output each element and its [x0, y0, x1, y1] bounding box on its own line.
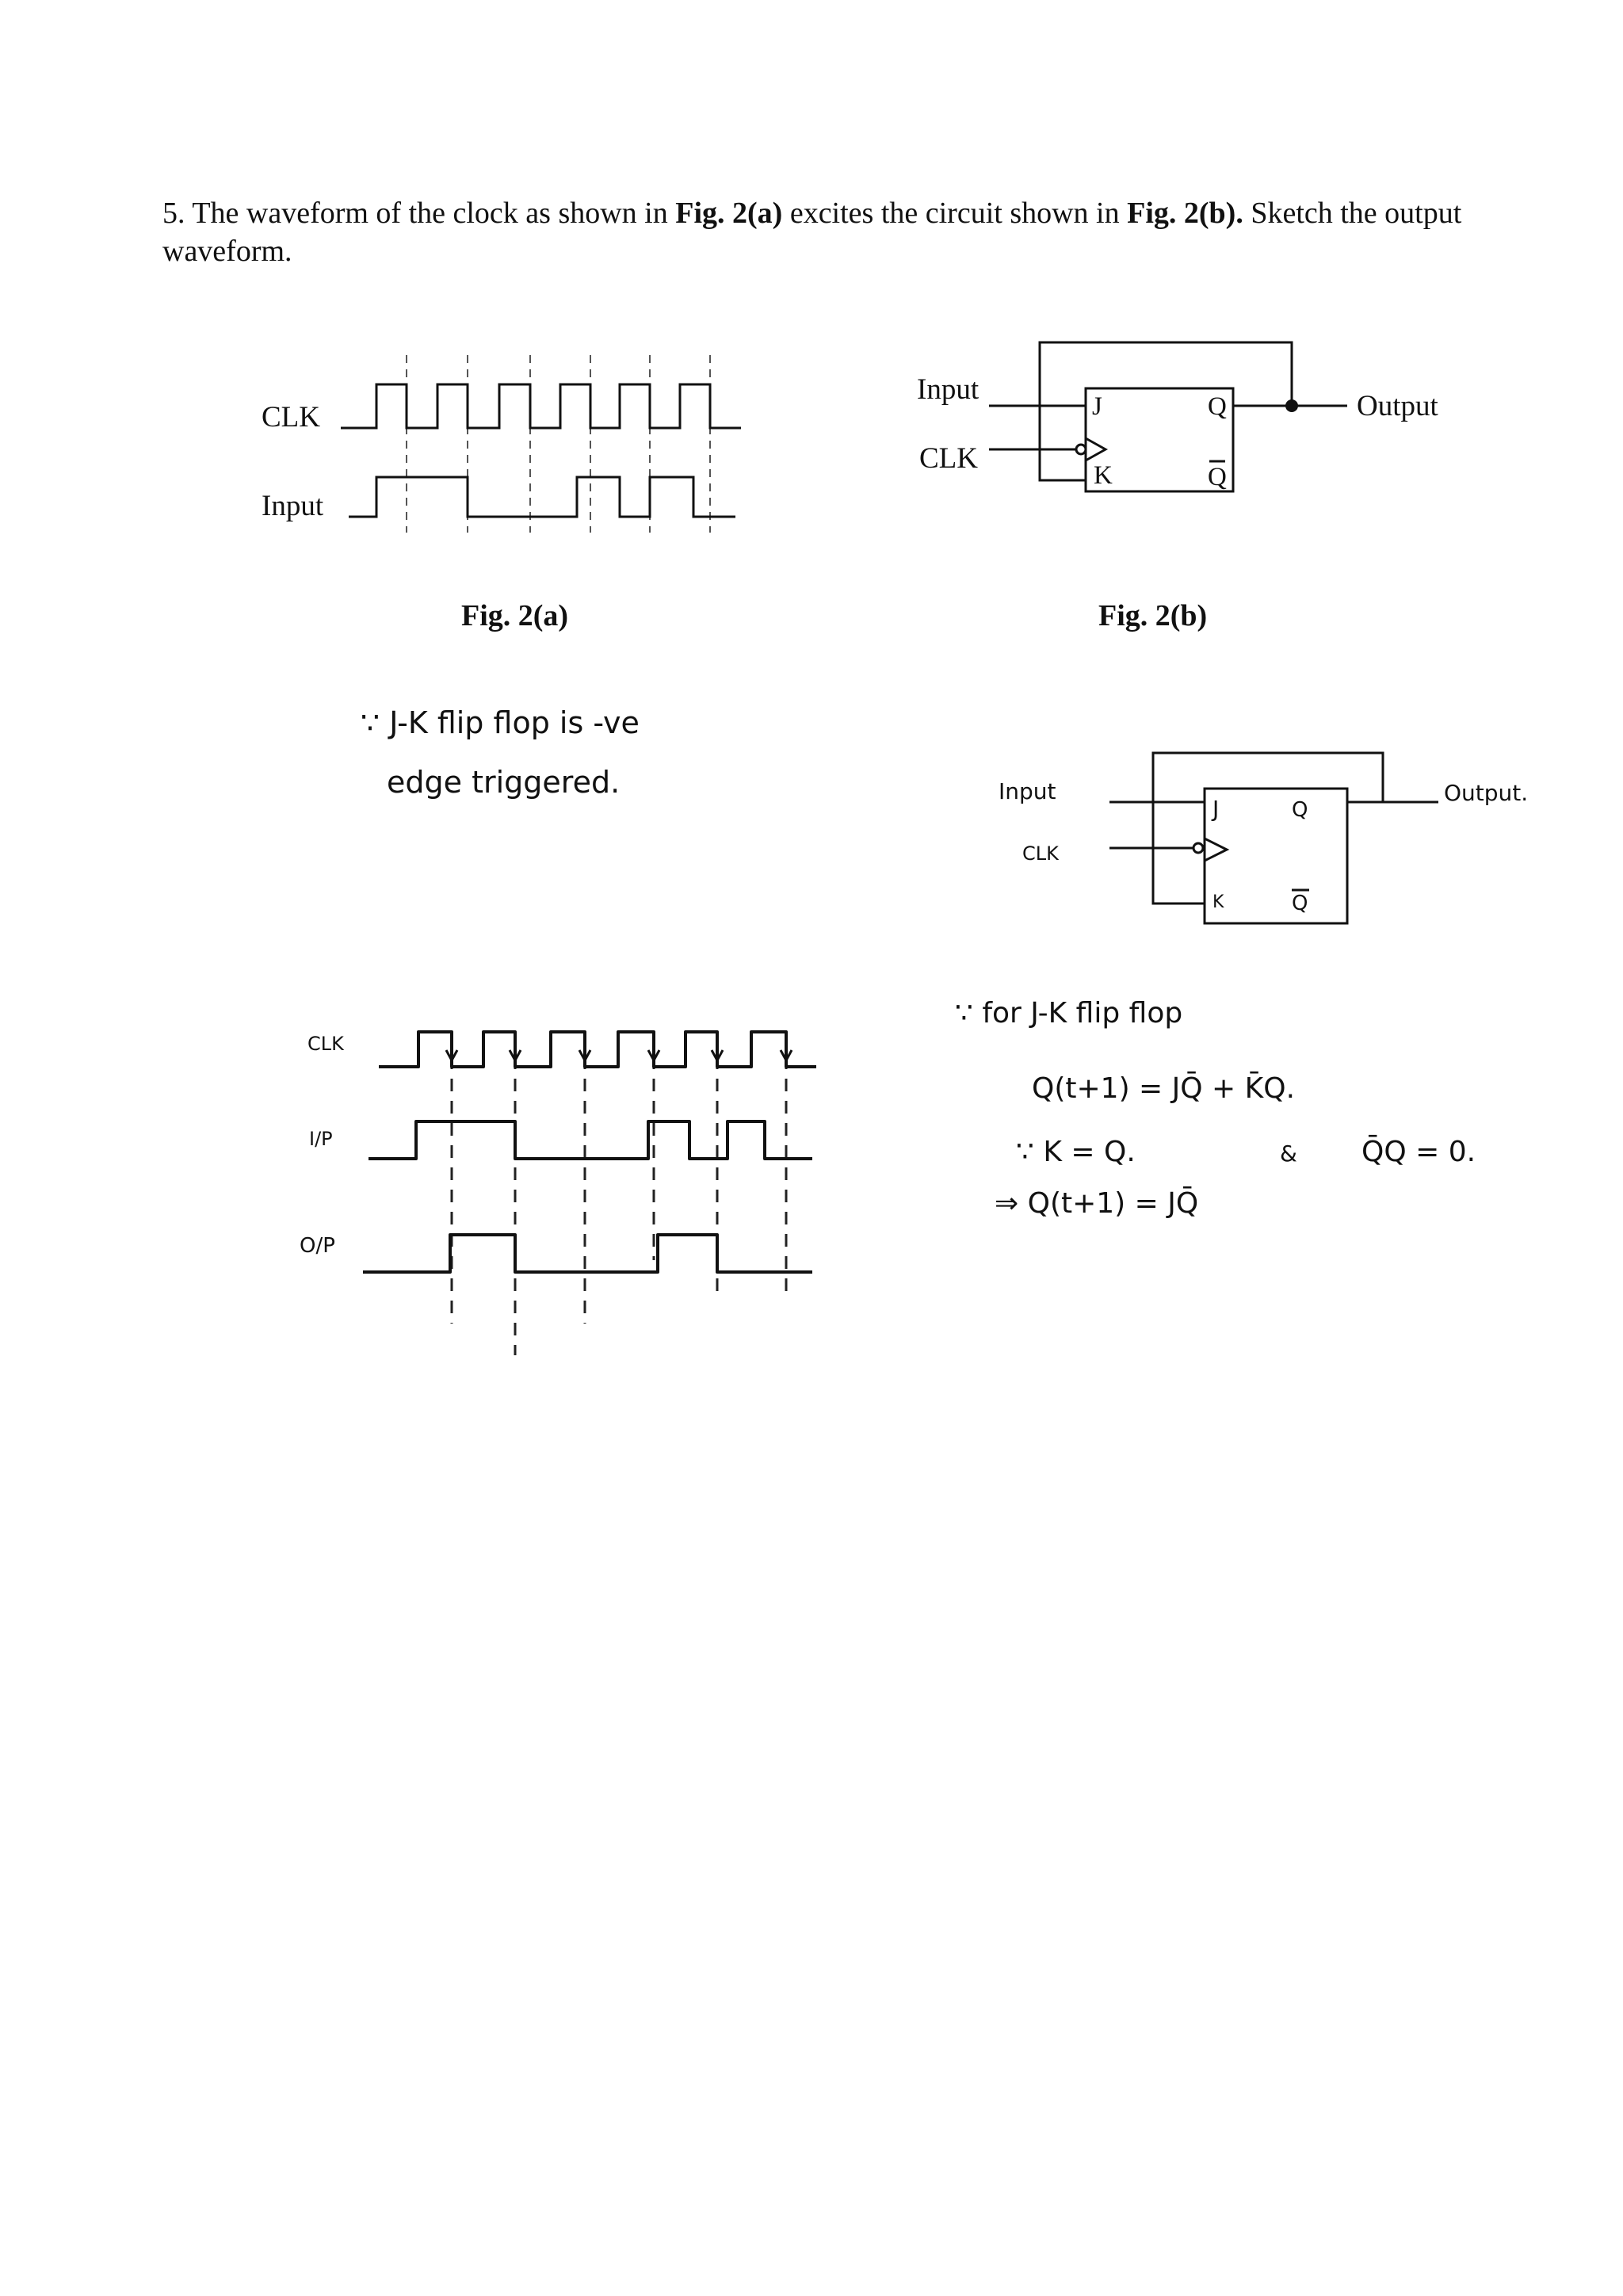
solution-clk-label: CLK [307, 1033, 344, 1055]
solution-negative-edge-lines [452, 1034, 786, 1355]
clock-triangle [1086, 438, 1106, 460]
solution-clock-bubble [1193, 843, 1203, 853]
solution-pin-q: Q [1292, 798, 1308, 822]
question-text: 5. The waveform of the clock as shown in Fig. 2(a) excites the circuit shown in Fig. 2(b). Sketch the output waveform. [162, 197, 1462, 268]
fig-2b-circuit [917, 342, 1439, 491]
fig-2a-waveforms [262, 355, 741, 533]
fig-2b-clk-label: CLK [919, 442, 978, 475]
fig-2a-guide-lines [407, 355, 710, 533]
fig-2b-input-label: Input [917, 373, 980, 406]
equation-line-3-amp: & [1280, 1140, 1297, 1167]
question-number: 5. [162, 197, 185, 230]
solution-circuit-output-label: Output. [1444, 780, 1529, 806]
solution-circuit-input-label: Input [999, 778, 1056, 804]
solution-ip-label: I/P [309, 1128, 333, 1150]
solution-op-label: O/P [300, 1234, 335, 1258]
handwritten-solution [300, 705, 1528, 1355]
solution-op-waveform [363, 1235, 812, 1272]
pin-k-label: K [1094, 461, 1113, 490]
pin-qbar-label: Q [1208, 463, 1227, 491]
solution-pin-j: J [1212, 796, 1220, 822]
fig-2a-input-waveform [349, 477, 735, 517]
pin-q-label: Q [1208, 392, 1227, 421]
fig-2a-clk-waveform [341, 384, 741, 428]
note-line-2: edge triggered. [387, 765, 621, 800]
solution-clock-triangle [1205, 839, 1227, 861]
pin-j-label: J [1092, 392, 1102, 421]
equation-line-2: Q(t+1) = JQ̄ + K̄Q. [1032, 1072, 1296, 1105]
solution-ip-waveform [369, 1121, 812, 1159]
equation-line-3-left: ∵ K = Q. [1016, 1136, 1136, 1168]
solution-pin-qbar: Q [1292, 892, 1308, 915]
fig-2a-caption: Fig. 2(a) [461, 599, 569, 632]
clock-inversion-bubble [1076, 445, 1086, 454]
equation-line-3-right: Q̄Q = 0. [1361, 1136, 1476, 1168]
solution-flipflop-box [1205, 789, 1347, 923]
fig-2b-output-label: Output [1357, 390, 1438, 422]
solution-pin-k: K [1212, 892, 1224, 912]
fig-2a-input-label: Input [262, 490, 324, 522]
fig-a-reference: Fig. 2(a) [675, 197, 783, 230]
solution-circuit-clk-label: CLK [1022, 842, 1059, 865]
note-line-1: ∵ J-K flip flop is -ve [361, 705, 640, 740]
fig-2b-caption: Fig. 2(b) [1098, 599, 1208, 632]
equation-line-4: ⇒ Q(t+1) = JQ̄ [995, 1187, 1199, 1220]
solution-circuit-wires [1109, 753, 1438, 923]
fig-2a-clk-label: CLK [262, 401, 320, 434]
fig-b-reference: Fig. 2(b). [1127, 197, 1243, 230]
equation-line-1: ∵ for J-K flip flop [955, 997, 1183, 1030]
solution-clk-waveform [379, 1032, 816, 1067]
feedback-wire [1040, 342, 1292, 480]
output-junction-dot [1285, 399, 1298, 412]
